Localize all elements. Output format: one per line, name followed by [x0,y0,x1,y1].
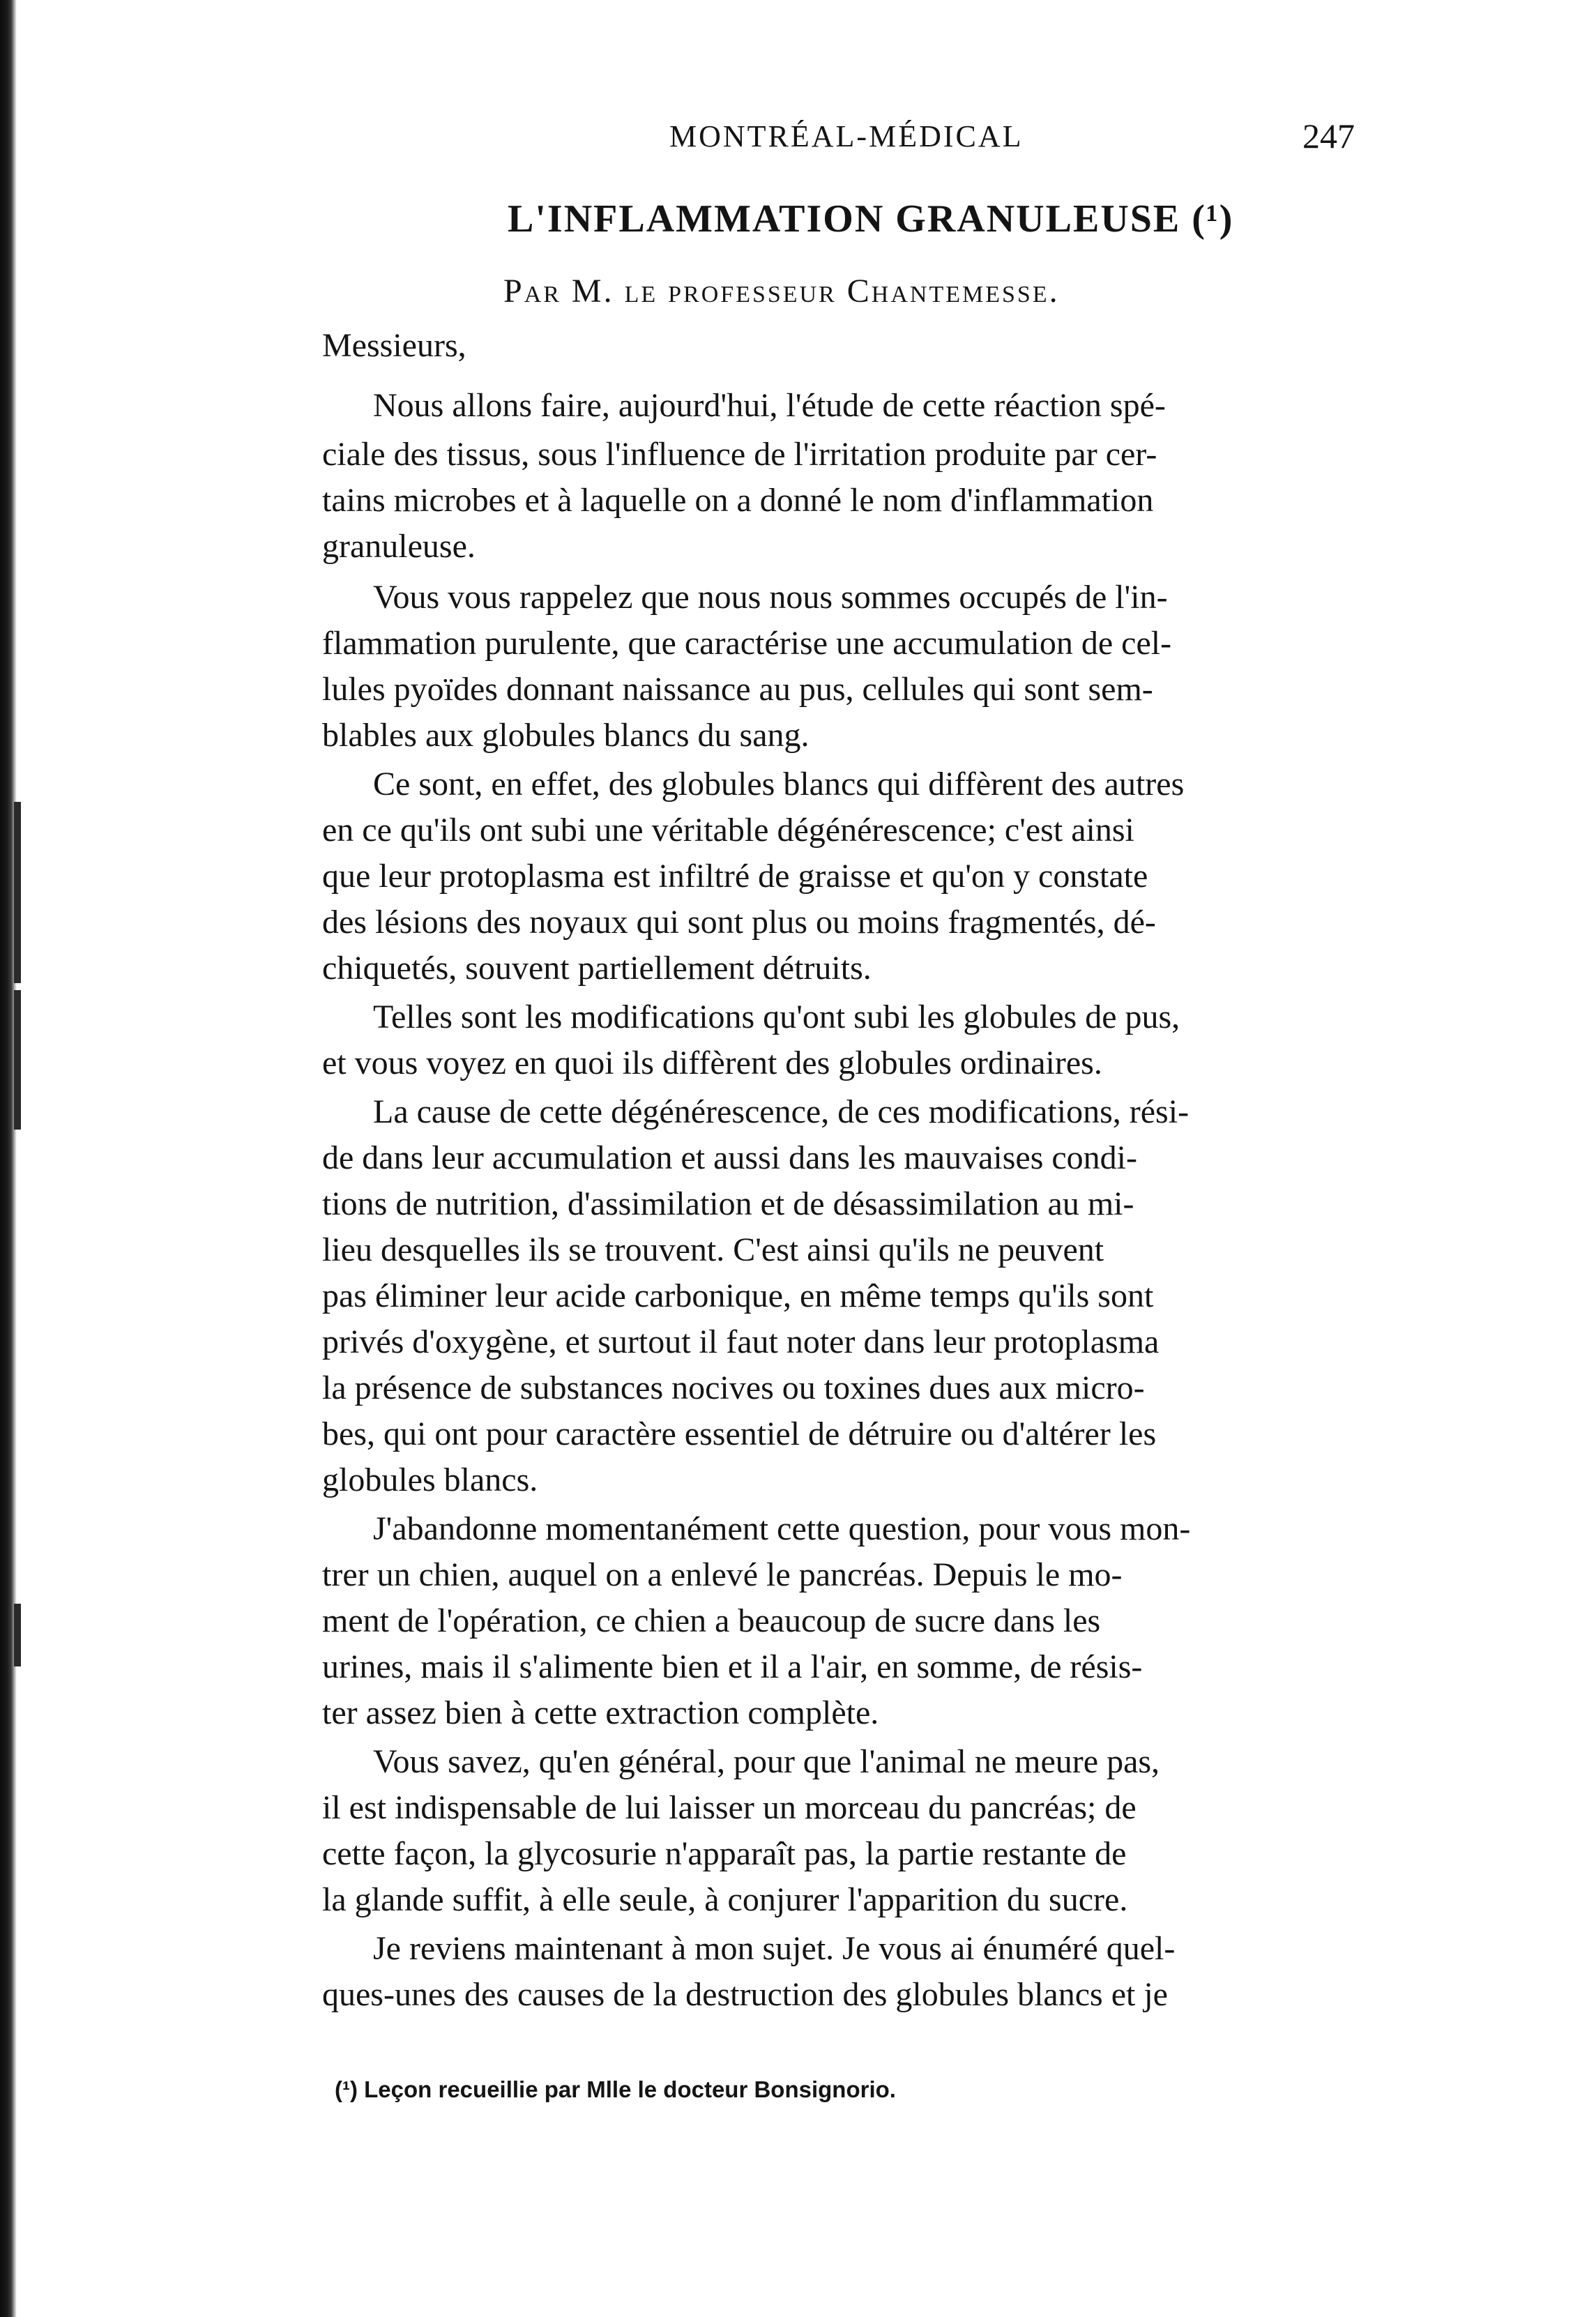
body-line: ciale des tissus, sous l'influence de l'irritation produite par cer- [322,436,1157,473]
body-line: globules blancs. [322,1461,538,1498]
body-line: pas éliminer leur acide carbonique, en même temps qu'ils sont [322,1277,1154,1314]
footnote: (¹) Leçon recueillie par Mlle le docteur Bonsignorio. [335,2076,896,2102]
body-line: trer un chien, auquel on a enlevé le pancréas. Depuis le mo- [322,1556,1123,1593]
body-line: chiquetés, souvent partiellement détruits. [322,950,872,987]
body-line: lules pyoïdes donnant naissance au pus, cellules qui sont sem- [322,671,1153,708]
body-line: et vous voyez en quoi ils diffèrent des globules ordinaires. [322,1044,1102,1081]
page-edge-speck [14,990,21,1130]
page-edge-speck [14,802,21,983]
body-line: Nous allons faire, aujourd'hui, l'étude de cette réaction spé- [373,387,1166,424]
body-line: Telles sont les modifications qu'ont subi les globules de pus, [373,998,1180,1035]
page-edge-speck [14,1604,21,1666]
running-head: MONTRÉAL-MÉDICAL [669,119,1024,153]
salutation: Messieurs, [322,327,466,364]
body-line: urines, mais il s'alimente bien et il a l'air, en somme, de résis- [322,1648,1143,1685]
body-line: privés d'oxygène, et surtout il faut noter dans leur protoplasma [322,1323,1160,1360]
body-line: la glande suffit, à elle seule, à conjurer l'apparition du sucre. [322,1881,1128,1918]
body-line: ment de l'opération, ce chien a beaucoup de sucre dans les [322,1602,1101,1639]
body-line: que leur protoplasma est infiltré de graisse et qu'on y constate [322,858,1148,895]
body-line: en ce qu'ils ont subi une véritable dégénérescence; c'est ainsi [322,812,1134,849]
body-line: la présence de substances nocives ou toxines dues aux micro- [322,1369,1145,1406]
page-edge-shadow [0,0,17,2317]
body-line: Je reviens maintenant à mon sujet. Je vous ai énuméré quel- [373,1930,1176,1967]
body-line: flammation purulente, que caractérise une accumulation de cel- [322,625,1172,662]
body-line: La cause de cette dégénérescence, de ces modifications, rési- [373,1093,1190,1130]
body-line: de dans leur accumulation et aussi dans les mauvaises condi- [322,1139,1137,1176]
body-line: tions de nutrition, d'assimilation et de désassimilation au mi- [322,1185,1134,1222]
body-line: granuleuse. [322,528,476,565]
body-line: blables aux globules blancs du sang. [322,717,810,754]
body-line: Ce sont, en effet, des globules blancs qui diffèrent des autres [373,766,1185,803]
article-byline: Par M. le professeur Chantemesse. [503,273,1060,310]
page-number: 247 [1302,116,1355,155]
body-line: Vous savez, qu'en général, pour que l'animal ne meure pas, [373,1743,1160,1780]
body-line: ques-unes des causes de la destruction des globules blancs et je [322,1976,1168,2013]
body-line: tains microbes et à laquelle on a donné le nom d'inflammation [322,482,1154,519]
body-line: cette façon, la glycosurie n'apparaît pas, la partie restante de [322,1835,1127,1872]
body-line: il est indispensable de lui laisser un morceau du pancréas; de [322,1789,1137,1826]
article-title: L'INFLAMMATION GRANULEUSE (¹) [508,197,1234,241]
body-line: lieu desquelles ils se trouvent. C'est ainsi qu'ils ne peuvent [322,1231,1104,1268]
body-line: ter assez bien à cette extraction complète. [322,1694,879,1731]
body-line: J'abandonne momentanément cette question, pour vous mon- [373,1510,1191,1547]
body-line: Vous vous rappelez que nous nous sommes occupés de l'in- [373,579,1168,616]
body-line: des lésions des noyaux qui sont plus ou moins fragmentés, dé- [322,904,1156,941]
body-line: bes, qui ont pour caractère essentiel de détruire ou d'altérer les [322,1415,1157,1452]
